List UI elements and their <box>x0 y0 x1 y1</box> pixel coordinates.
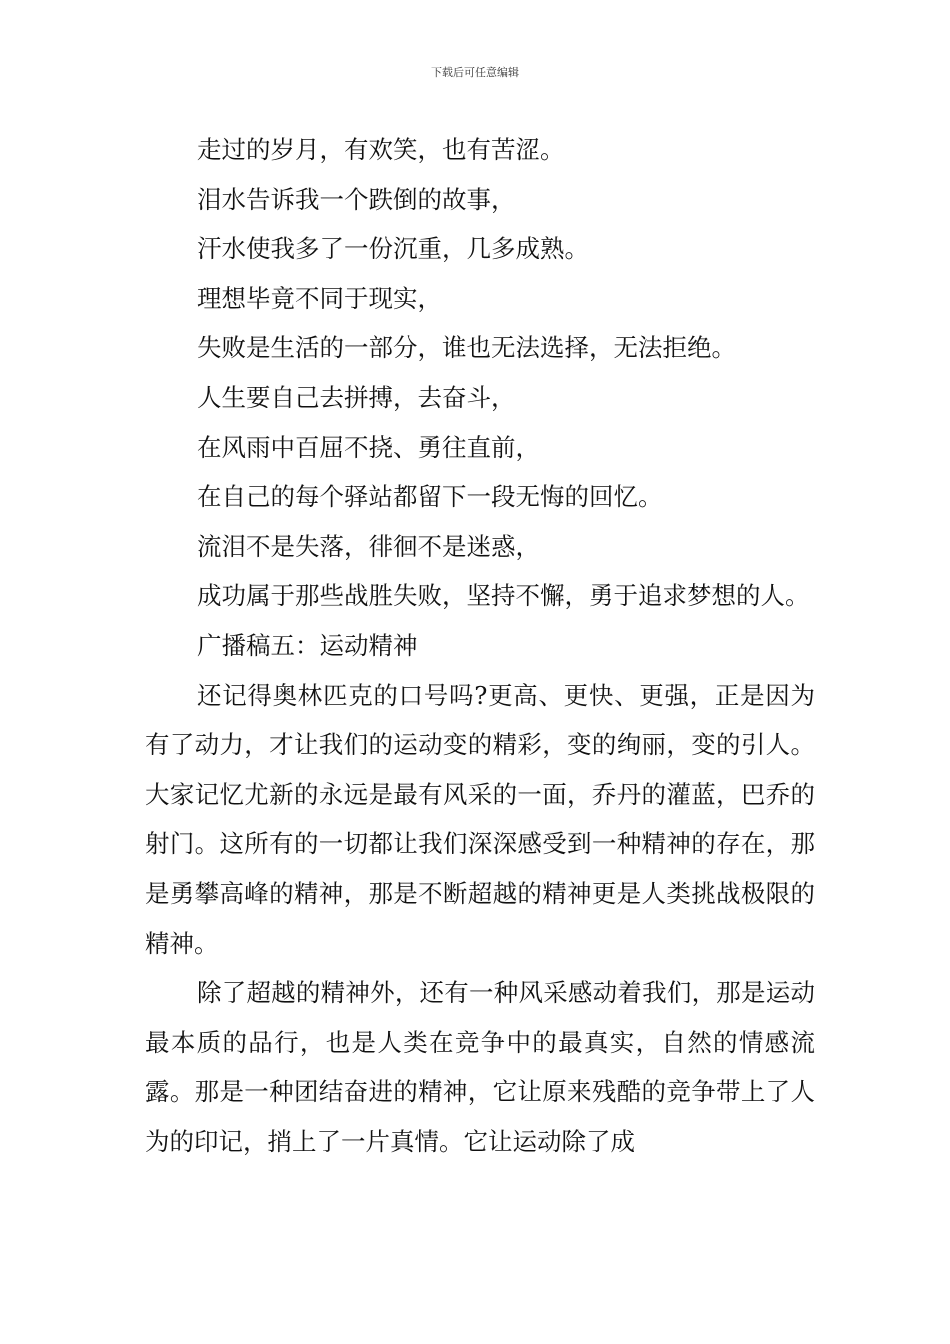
body-paragraph: 除了超越的精神外，还有一种风采感动着我们，那是运动最本质的品行，也是人类在竞争中的最真实，自然的情感流露。那是一种团结奋进的精神，它让原来残酷的竞争带上了人为的印记，捎上了一片真情。它让运动除了成 <box>145 978 815 1156</box>
body-paragraph: 还记得奥林匹克的口号吗?更高、更快、更强，正是因为有了动力，才让我们的运动变的精彩，变的绚丽，变的引人。大家记忆尤新的永远是最有风采的一面，乔丹的灌蓝，巴乔的射门。这所有的一切都让我们深深感受到一种精神的存在，那是勇攀高峰的精神，那是不断超越的精神更是人类挑战极限的精神。 <box>145 680 815 958</box>
poem-line: 汗水使我多了一份沉重，几多成熟。 <box>197 234 589 264</box>
poem-line: 走过的岁月，有欢笑，也有苦涩。 <box>197 135 565 164</box>
poem-line: 人生要自己去拼搏，去奋斗， <box>197 382 516 412</box>
poem-line: 理想毕竟不同于现实， <box>197 283 442 313</box>
poem-final-line: 成功属于那些战胜失败，坚持不懈，勇于追求梦想的人。 <box>197 581 810 611</box>
document-body <box>145 125 815 1166</box>
section-title: 广播稿五：运动精神 <box>197 630 418 660</box>
poem-line: 在自己的每个驿站都留下一段无悔的回忆。 <box>197 482 663 512</box>
poem-line: 流泪不是失落，徘徊不是迷惑， <box>197 531 540 561</box>
page-header: 下载后可任意编辑 <box>431 66 519 79</box>
poem-line: 在风雨中百屈不挠、勇往直前， <box>197 432 540 462</box>
poem-line: 泪水告诉我一个跌倒的故事， <box>197 184 516 214</box>
poem-line: 失败是生活的一部分，谁也无法选择，无法拒绝。 <box>197 333 736 363</box>
